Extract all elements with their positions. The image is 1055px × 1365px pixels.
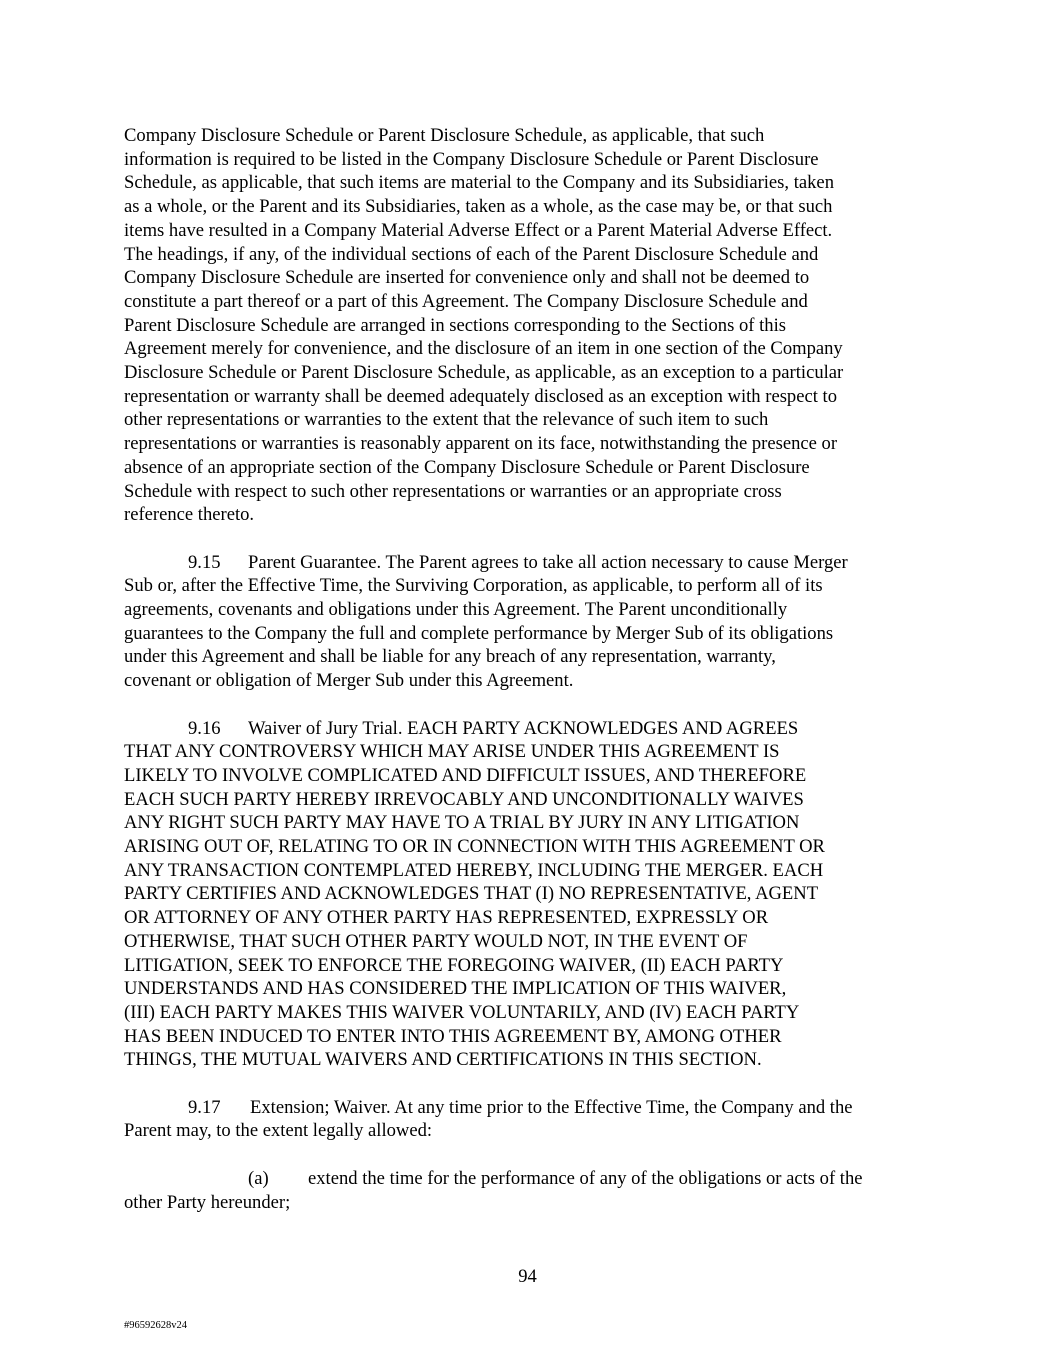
text-line: agreements, covenants and obligations under this Agreement. The Parent unconditionally: [124, 599, 788, 621]
text-line: LIKELY TO INVOLVE COMPLICATED AND DIFFICULT ISSUES, AND THEREFORE: [124, 764, 807, 786]
subsection-label: (a): [248, 1167, 269, 1189]
section-heading-text: Extension; Waiver. At any time prior to the Effective Time, the Company and the: [250, 1096, 853, 1118]
text-line: representation or warranty shall be deemed adequately disclosed as an exception with respect to: [124, 385, 838, 407]
section-number: 9.16: [188, 717, 221, 739]
paragraph-disclosure-continuation: [124, 124, 934, 527]
text-line: absence of an appropriate section of the Company Disclosure Schedule or Parent Disclosure: [124, 456, 810, 478]
text-line: Parent Disclosure Schedule are arranged in sections corresponding to the Sections of this: [124, 314, 786, 336]
document-body: [124, 124, 934, 1238]
text-line: ANY RIGHT SUCH PARTY MAY HAVE TO A TRIAL BY JURY IN ANY LITIGATION: [124, 812, 800, 834]
text-line: Schedule, as applicable, that such items are material to the Company and its Subsidiaries, taken: [124, 172, 834, 194]
text-line: Agreement merely for convenience, and the disclosure of an item in one section of the Company: [124, 338, 843, 360]
text-line: OR ATTORNEY OF ANY OTHER PARTY HAS REPRESENTED, EXPRESSLY OR: [124, 907, 769, 929]
text-line: EACH SUCH PARTY HEREBY IRREVOCABLY AND UNCONDITIONALLY WAIVES: [124, 788, 804, 810]
text-line: The headings, if any, of the individual sections of each of the Parent Disclosure Schedule and: [124, 243, 819, 265]
text-line: Parent may, to the extent legally allowed:: [124, 1120, 433, 1142]
text-line: Sub or, after the Effective Time, the Surviving Corporation, as applicable, to perform all of its: [124, 575, 823, 597]
section-heading-text: Waiver of Jury Trial. EACH PARTY ACKNOWLEDGES AND AGREES: [248, 717, 799, 739]
text-line: reference thereto.: [124, 504, 255, 526]
text-line: UNDERSTANDS AND HAS CONSIDERED THE IMPLICATION OF THIS WAIVER,: [124, 978, 787, 1000]
subsection-text: extend the time for the performance of any of the obligations or acts of the: [308, 1167, 863, 1189]
text-line: guarantees to the Company the full and complete performance by Merger Sub of its obligations: [124, 622, 834, 644]
section-first-line: [124, 717, 934, 741]
text-line: (III) EACH PARTY MAKES THIS WAIVER VOLUNTARILY, AND (IV) EACH PARTY: [124, 1001, 800, 1023]
section-9-17-extension-waiver: [124, 1096, 934, 1143]
text-line: HAS BEEN INDUCED TO ENTER INTO THIS AGREEMENT BY, AMONG OTHER: [124, 1025, 782, 1047]
text-line: constitute a part thereof or a part of this Agreement. The Company Disclosure Schedule and: [124, 290, 808, 312]
section-first-line: [124, 551, 934, 575]
document-id: #96592628v24: [124, 1320, 187, 1331]
text-line: as a whole, or the Parent and its Subsidiaries, taken as a whole, as the case may be, or that such: [124, 196, 833, 218]
text-line: OTHERWISE, THAT SUCH OTHER PARTY WOULD NOT, IN THE EVENT OF: [124, 930, 748, 952]
section-9-15-parent-guarantee: [124, 551, 934, 693]
section-9-16-waiver-of-jury-trial: [124, 717, 934, 1073]
text-line: THAT ANY CONTROVERSY WHICH MAY ARISE UNDER THIS AGREEMENT IS: [124, 741, 780, 763]
page-number: 94: [518, 1266, 537, 1287]
section-number: 9.17: [188, 1096, 221, 1118]
text-line: PARTY CERTIFIES AND ACKNOWLEDGES THAT (I) NO REPRESENTATIVE, AGENT: [124, 883, 819, 905]
text-line: other Party hereunder;: [124, 1191, 291, 1213]
text-line: ANY TRANSACTION CONTEMPLATED HEREBY, INCLUDING THE MERGER. EACH: [124, 859, 824, 881]
text-line: LITIGATION, SEEK TO ENFORCE THE FOREGOING WAIVER, (II) EACH PARTY: [124, 954, 784, 976]
text-line: ARISING OUT OF, RELATING TO OR IN CONNECTION WITH THIS AGREEMENT OR: [124, 836, 825, 858]
section-heading-text: Parent Guarantee. The Parent agrees to take all action necessary to cause Merger: [248, 551, 848, 573]
text-line: other representations or warranties to the extent that the relevance of such item to such: [124, 409, 769, 431]
section-number: 9.15: [188, 551, 221, 573]
text-line: covenant or obligation of Merger Sub under this Agreement.: [124, 670, 574, 692]
text-line: items have resulted in a Company Material Adverse Effect or a Parent Material Adverse Effect.: [124, 219, 833, 241]
subsection-9-17-a: [124, 1167, 934, 1214]
text-line: Company Disclosure Schedule are inserted for convenience only and shall not be deemed to: [124, 267, 810, 289]
text-line: Disclosure Schedule or Parent Disclosure Schedule, as applicable, as an exception to a particular: [124, 362, 844, 384]
text-line: THINGS, THE MUTUAL WAIVERS AND CERTIFICATIONS IN THIS SECTION.: [124, 1049, 762, 1071]
text-line: representations or warranties is reasonably apparent on its face, notwithstanding the presence or: [124, 433, 838, 455]
text-line: Schedule with respect to such other representations or warranties or an appropriate cross: [124, 480, 782, 502]
section-first-line: [124, 1096, 934, 1120]
text-line: under this Agreement and shall be liable for any breach of any representation, warranty,: [124, 646, 776, 668]
text-line: information is required to be listed in the Company Disclosure Schedule or Parent Disclosure: [124, 148, 819, 170]
subsection-first-line: [124, 1167, 934, 1191]
text-line: Company Disclosure Schedule or Parent Disclosure Schedule, as applicable, that such: [124, 125, 765, 146]
